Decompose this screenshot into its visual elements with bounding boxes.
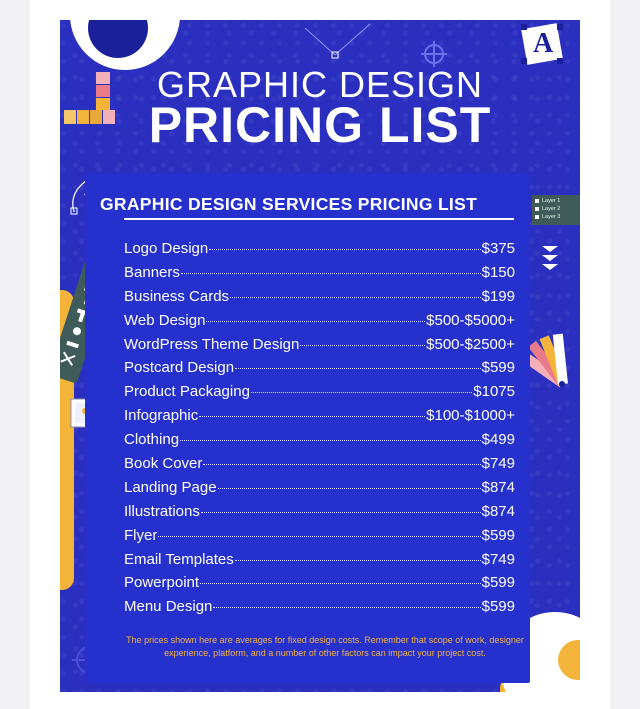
service-price: $599 xyxy=(481,359,515,377)
dot-leader xyxy=(181,273,481,274)
service-price: $150 xyxy=(481,263,515,281)
service-price: $1075 xyxy=(473,383,515,401)
service-name: Business Cards xyxy=(124,287,230,305)
layers-panel-icon xyxy=(532,195,580,225)
service-price: $599 xyxy=(481,574,515,592)
service-name: Powerpoint xyxy=(124,574,200,592)
type-tool-letter: A xyxy=(533,28,554,59)
dot-leader xyxy=(180,440,481,441)
color-fan-icon xyxy=(522,328,578,392)
price-row xyxy=(124,312,515,336)
service-name: Web Design xyxy=(124,311,206,329)
price-row xyxy=(124,431,515,455)
service-name: Landing Page xyxy=(124,478,217,496)
service-name: WordPress Theme Design xyxy=(124,335,300,353)
dot-leader xyxy=(300,345,425,346)
dot-leader xyxy=(203,464,480,465)
service-name: Infographic xyxy=(124,407,199,425)
service-name: Flyer xyxy=(124,526,158,544)
service-name: Clothing xyxy=(124,431,180,449)
chevrons-down-icon xyxy=(540,244,560,274)
price-row xyxy=(124,455,515,479)
service-price: $199 xyxy=(481,287,515,305)
service-price: $874 xyxy=(481,502,515,520)
service-price: $599 xyxy=(481,598,515,616)
dot-leader xyxy=(235,368,481,369)
type-tool-icon xyxy=(520,22,564,66)
pricing-subtitle: GRAPHIC DESIGN SERVICES PRICING LIST xyxy=(100,194,478,214)
dot-leader xyxy=(213,607,480,608)
service-price: $749 xyxy=(481,550,515,568)
price-row xyxy=(124,598,515,622)
service-name: Postcard Design xyxy=(124,359,235,377)
service-price: $874 xyxy=(481,478,515,496)
price-row xyxy=(124,359,515,383)
poster-title-line2: PRICING LIST xyxy=(148,97,492,153)
dot-leader xyxy=(200,583,481,584)
disclaimer-text: The prices shown here are averages for fixed design costs. Remember that scope of work, designer experience, platform, and a number of other factors can impact your project cost. xyxy=(126,635,524,658)
price-row xyxy=(124,527,515,551)
price-row xyxy=(124,336,515,360)
price-row xyxy=(124,551,515,575)
price-row xyxy=(124,407,515,431)
dot-leader xyxy=(199,416,425,417)
service-name: Book Cover xyxy=(124,455,203,473)
pricing-poster xyxy=(60,20,580,692)
service-name: Product Packaging xyxy=(124,383,250,401)
price-row xyxy=(124,503,515,527)
dot-leader xyxy=(201,512,481,513)
price-row xyxy=(124,264,515,288)
dot-leader xyxy=(158,536,480,537)
service-price: $500-$2500+ xyxy=(426,335,515,353)
service-price: $749 xyxy=(481,455,515,473)
dot-leader xyxy=(235,560,481,561)
subtitle-underline xyxy=(124,218,514,220)
service-price: $100-$1000+ xyxy=(426,407,515,425)
price-row xyxy=(124,479,515,503)
dot-leader xyxy=(209,249,480,250)
price-list xyxy=(124,240,515,622)
dot-leader xyxy=(230,297,481,298)
dot-leader xyxy=(251,392,472,393)
dot-leader xyxy=(218,488,481,489)
service-name: Menu Design xyxy=(124,598,213,616)
service-price: $499 xyxy=(481,431,515,449)
layer-label: Layer 3 xyxy=(542,214,561,220)
service-price: $375 xyxy=(481,240,515,257)
service-name: Email Templates xyxy=(124,550,234,568)
service-price: $500-$5000+ xyxy=(426,311,515,329)
dot-leader xyxy=(206,321,425,322)
price-row xyxy=(124,574,515,598)
service-price: $599 xyxy=(481,526,515,544)
layer-label: Layer 1 xyxy=(542,198,561,204)
price-row xyxy=(124,288,515,312)
service-name: Logo Design xyxy=(124,240,209,257)
service-name: Banners xyxy=(124,263,180,281)
price-row xyxy=(124,240,515,264)
service-name: Illustrations xyxy=(124,502,200,520)
bezier-line-icon xyxy=(300,20,380,62)
price-row xyxy=(124,383,515,407)
poster-title-line1: GRAPHIC DESIGN xyxy=(156,64,484,105)
layer-label: Layer 2 xyxy=(542,206,561,212)
